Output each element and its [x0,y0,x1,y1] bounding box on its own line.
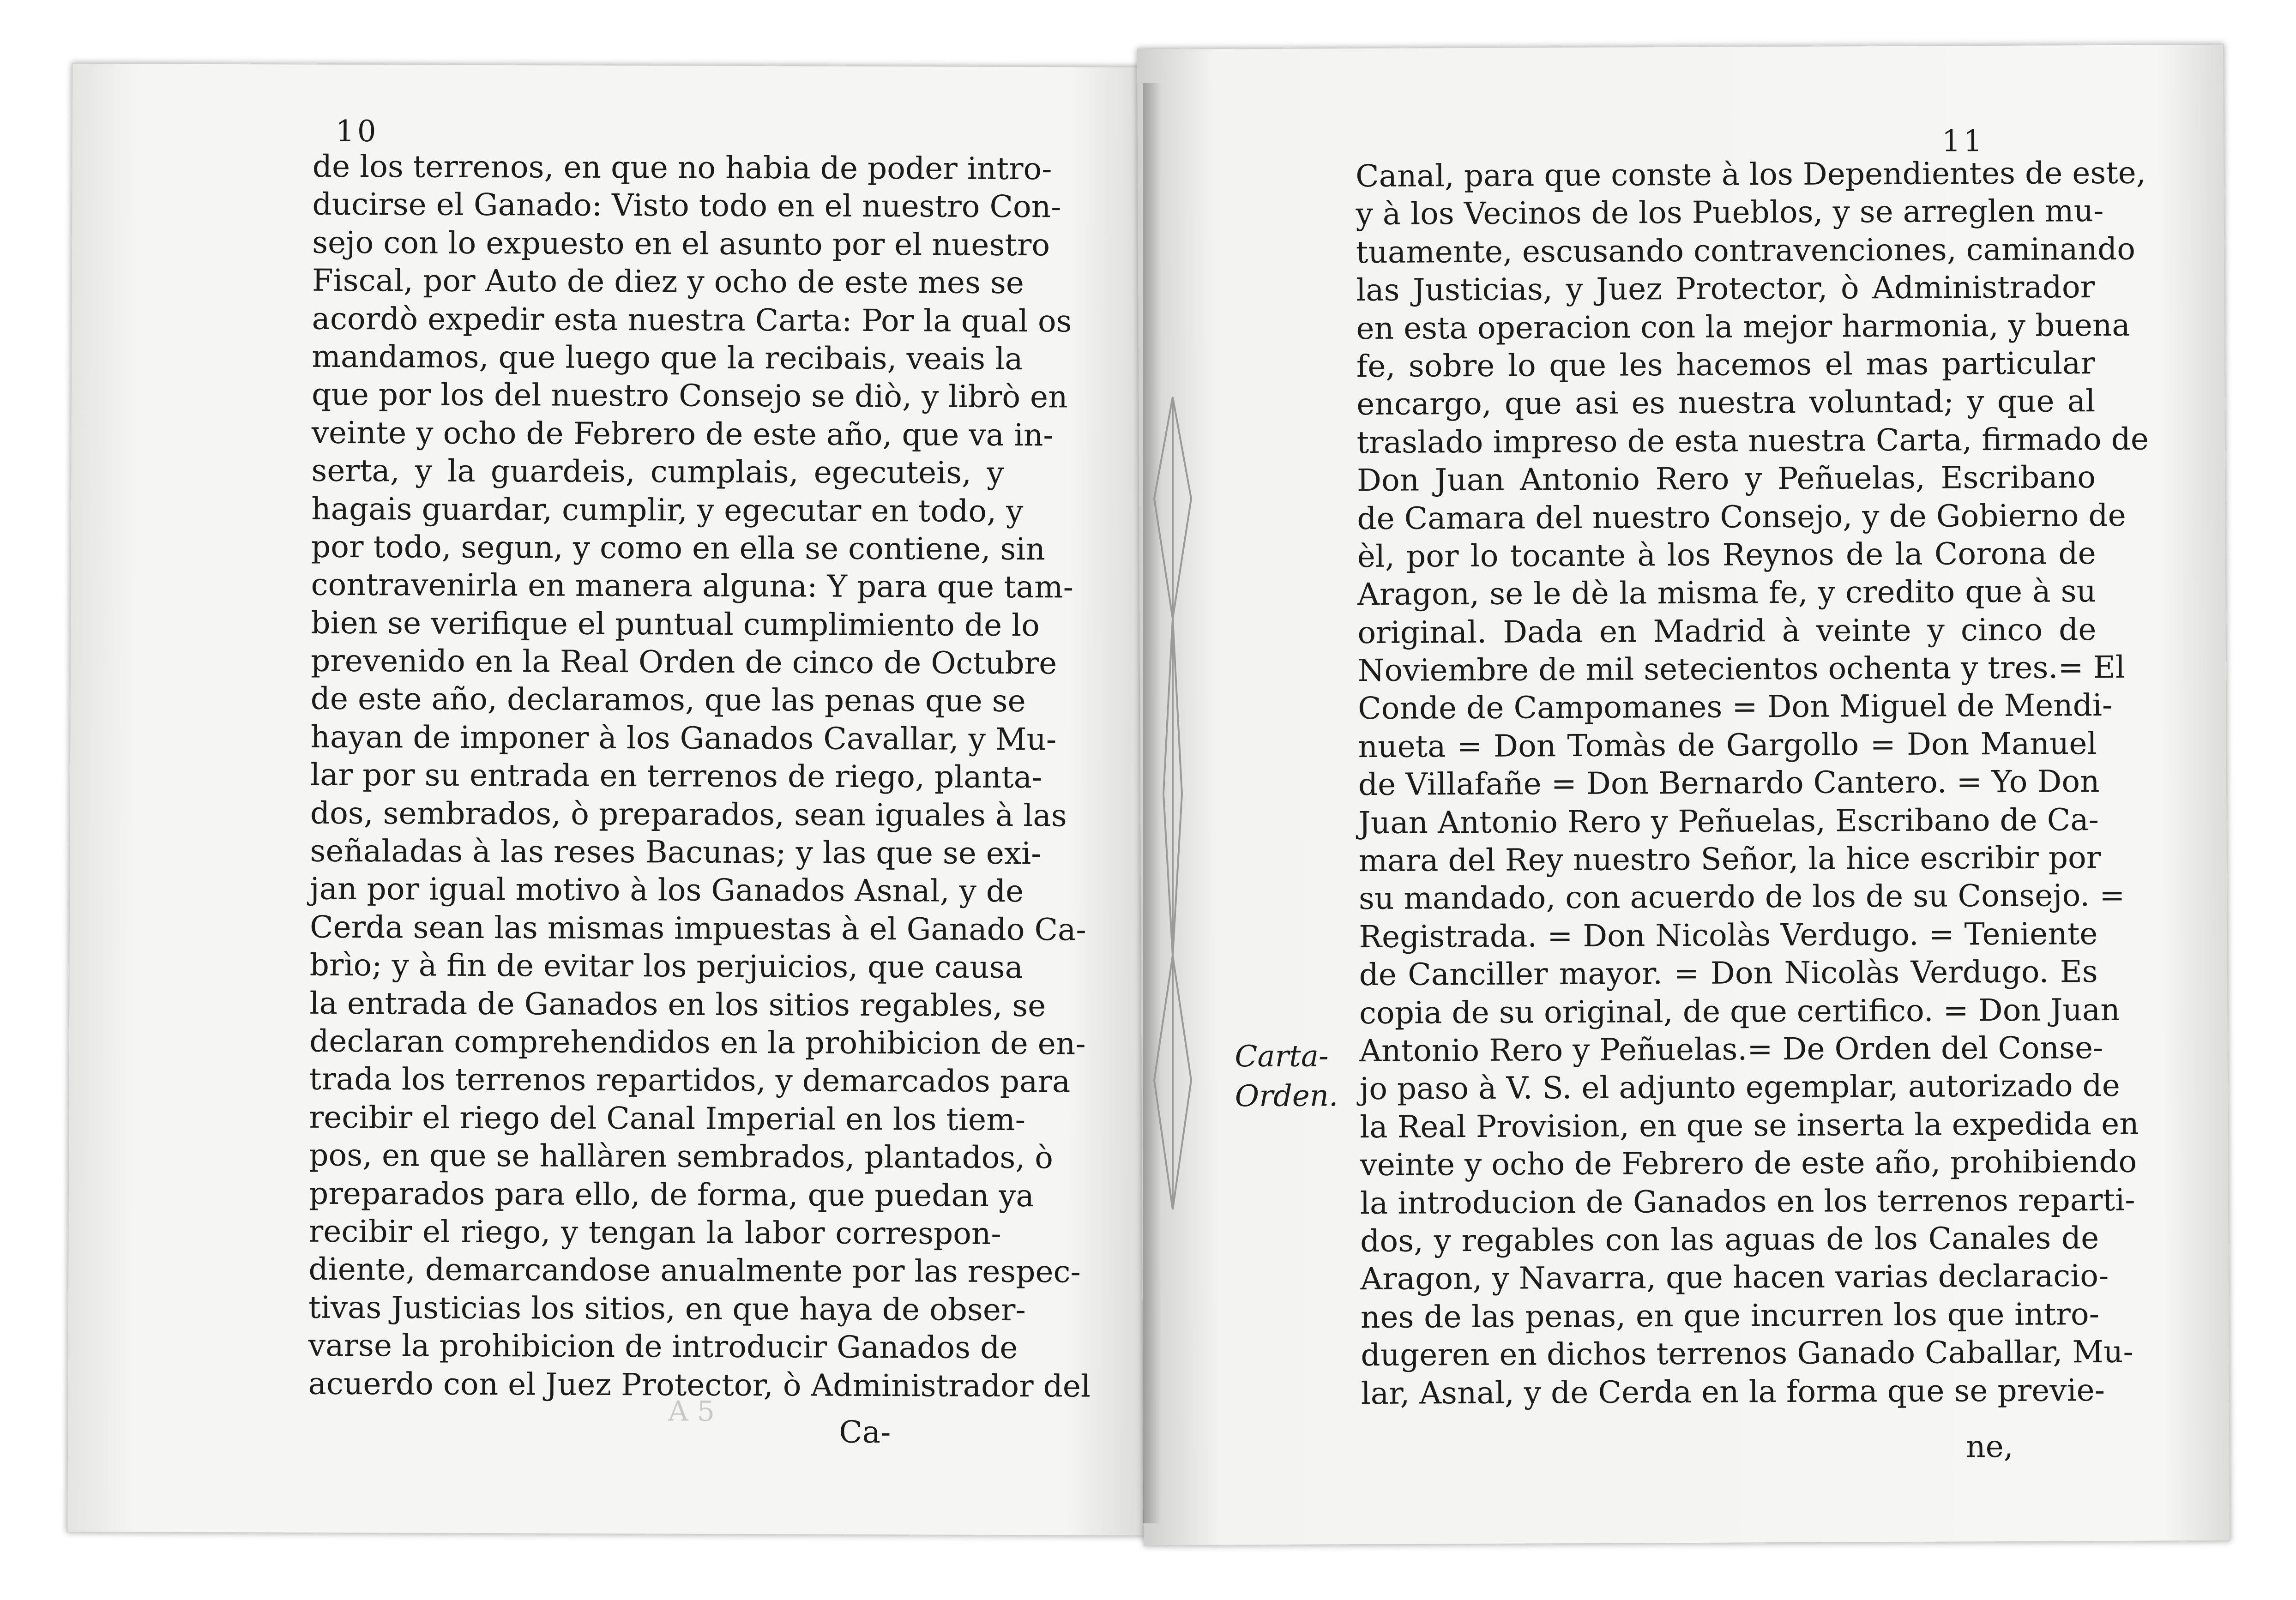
text-line: dos, y regables con las aguas de los Canales de [1360,1220,2099,1259]
text-line: de Canciller mayor. = Don Nicolàs Verdugo. Es [1359,954,2098,993]
text-line: Antonio Rero y Peñuelas.= De Orden del Conse- [1359,1030,2103,1069]
right-page [1137,44,2230,1546]
text-line: Don Juan Antonio Rero y Peñuelas, Escribano [1356,459,2096,499]
text-line: veinte y ocho de Febrero de este año, prohibiendo [1360,1143,2137,1183]
text-line: traslado impreso de esta nuestra Carta, firmado de [1356,421,2149,460]
text-line: la Real Provision, en que se inserta la expedida en [1359,1106,2139,1145]
text-line: fe, sobre lo que les hacemos el mas particular [1356,345,2096,385]
text-line: declaran comprehendidos en la prohibicion de en- [309,1023,1086,1062]
text-line: pos, en que se hallàren sembrados, plantados, ò [309,1137,1054,1176]
text-line: hagais guardar, cumplir, y egecutar en todo, y [311,491,1024,529]
left-page [66,63,1158,1536]
text-line: Cerda sean las mismas impuestas à el Ganado Ca- [309,909,1086,948]
text-line: de los terrenos, en que no habia de poder intro- [312,148,1052,187]
text-line: varse la prohibicion de introducir Ganados de [308,1327,1018,1366]
text-line: prevenido en la Real Orden de cinco de Octubre [310,643,1057,681]
text-line: contravenirla en manera alguna: Y para que tam- [311,567,1074,605]
text-line: brìo; y à fin de evitar los perjuicios, que causa [309,947,1024,986]
text-line: Fiscal, por Auto de diez y ocho de este mes se [312,262,1024,301]
text-line: Conde de Campomanes = Don Miguel de Mendi- [1358,687,2113,727]
text-line: de este año, declaramos, que las penas que se [310,681,1026,719]
bleed-through-mark: A 5 [668,1395,715,1428]
right-catchword: ne, [1965,1428,2013,1465]
text-line: acuerdo con el Juez Protector, ò Administrador del [308,1365,1091,1404]
text-line: encargo, que asi es nuestra voluntad; y que al [1356,383,2096,422]
text-line: veinte y ocho de Febrero de este año, que va in- [311,415,1054,453]
text-line: tuamente, escusando contravenciones, caminando [1356,231,2136,270]
text-line: recibir el riego del Canal Imperial en los tiem- [309,1099,1026,1137]
text-line: de Camara del nuestro Consejo, y de Gobierno de [1357,497,2126,536]
text-line: la introducion de Ganados en los terrenos reparti- [1360,1182,2135,1221]
text-line: que por los del nuestro Consejo se diò, y librò en [311,377,1068,415]
text-line: señaladas à las reses Bacunas; y las que se exi- [310,833,1042,872]
text-line: Aragon, se le dè la misma fe, y credito que à su [1357,573,2097,613]
text-line: jan por igual motivo à los Ganados Asnal, y de [310,871,1024,909]
text-line: lar por su entrada en terrenos de riego, planta- [310,757,1043,795]
text-line: nes de las penas, en que incurren los que intro- [1360,1296,2100,1335]
text-line: bien se verifique el puntual cumplimiento de lo [311,605,1040,643]
text-line: Juan Antonio Rero y Peñuelas, Escribano de Ca- [1358,801,2099,841]
text-line: serta, y la guardeis, cumplais, egecuteis, y [311,452,1004,491]
text-line: jo paso à V. S. el adjunto egemplar, autorizado de [1359,1068,2121,1107]
marginal-note [1235,1036,1338,1116]
text-line: la entrada de Ganados en los sitios regables, se [309,985,1046,1023]
text-line: dugeren en dichos terrenos Ganado Caballar, Mu- [1361,1334,2133,1373]
marginal-note-line: Carta- [1235,1039,1329,1074]
text-line: lar, Asnal, y de Cerda en la forma que se previe- [1361,1372,2105,1411]
binding-stitch [1136,379,1210,1348]
left-catchword: Ca- [839,1414,891,1450]
text-line: su mandado, con acuerdo de los de su Consejo. = [1358,878,2125,917]
text-line: dos, sembrados, ò preparados, sean iguales à las [310,795,1067,834]
right-page-number: 11 [1941,124,1985,159]
marginal-note-line: Orden. [1235,1079,1338,1114]
text-line: las Justicias, y Juez Protector, ò Administrador [1356,269,2095,308]
text-line: preparados para ello, de forma, que puedan ya [308,1175,1035,1214]
text-line: sejo con lo expuesto en el asunto por el nuestro [312,224,1050,263]
text-line: mandamos, que luego que la recibais, veais la [312,338,1023,377]
right-page-text [1355,154,2149,1413]
text-line: Canal, para que conste à los Dependientes de este, [1355,155,2146,194]
text-line: diente, demarcandose anualmente por las respec- [308,1251,1081,1290]
text-line: tivas Justicias los sitios, en que haya de obser- [308,1289,1026,1328]
text-line: acordò expedir esta nuestra Carta: Por la qual os [312,301,1072,339]
text-line: Noviembre de mil setecientos ochenta y tres.= El [1357,649,2126,689]
text-line: por todo, segun, y como en ella se contiene, sin [311,529,1046,567]
text-line: y à los Vecinos de los Pueblos, y se arreglen mu- [1356,193,2104,232]
text-line: hayan de imponer à los Ganados Cavallar, y Mu- [310,719,1057,758]
text-line: de Villafañe = Don Bernardo Cantero. = Yo Don [1358,764,2100,803]
left-page-number: 10 [335,114,379,149]
text-line: original. Dada en Madrid à veinte y cinco de [1357,611,2097,650]
text-line: èl, por lo tocante à los Reynos de la Corona de [1357,535,2096,574]
text-line: Registrada. = Don Nicolàs Verdugo. = Teniente [1359,915,2098,955]
text-line: en esta operacion con la mejor harmonia, y buena [1356,307,2130,346]
text-line: nueta = Don Tomàs de Gargollo = Don Manuel [1358,725,2097,764]
text-line: mara del Rey nuestro Señor, la hice escribir por [1358,840,2101,879]
text-line: ducirse el Ganado: Visto todo en el nuestro Con- [312,186,1061,225]
text-line: recibir el riego, y tengan la labor correspon- [308,1213,1001,1251]
text-line: copia de su original, de que certifico. = Don Juan [1359,992,2120,1031]
text-line: trada los terrenos repartidos, y demarcados para [309,1061,1071,1100]
left-page-text [308,148,1091,1405]
text-line: Aragon, y Navarra, que hacen varias declaracio- [1360,1258,2109,1297]
